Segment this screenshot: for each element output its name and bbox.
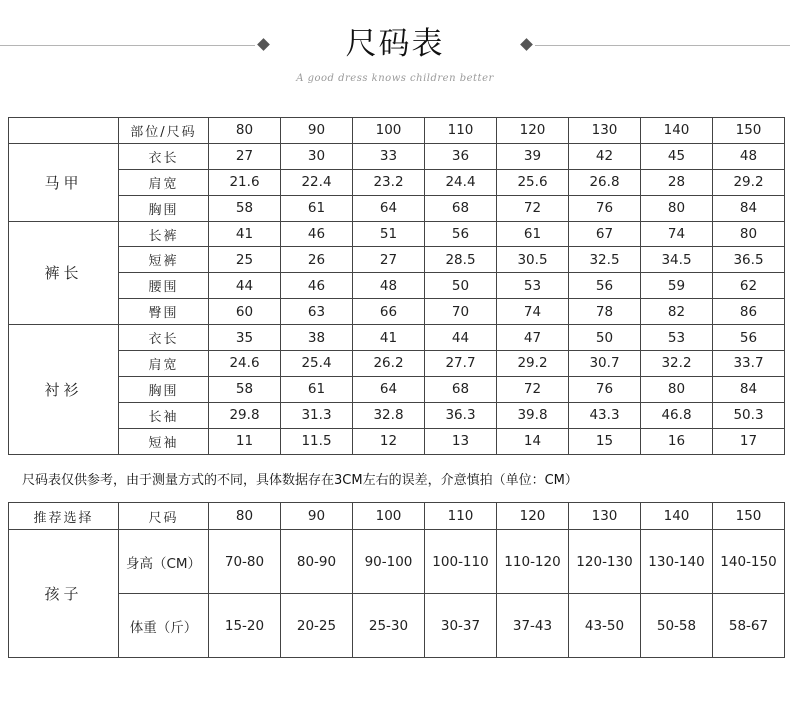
- measurement-label-cell: 腰围: [119, 273, 209, 299]
- group-name-cell: 衬衫: [9, 325, 119, 454]
- recommend-size-cell: 90: [281, 503, 353, 530]
- measurement-value-cell: 44: [209, 273, 281, 299]
- header: [0, 0, 790, 100]
- size-chart-table: [8, 117, 785, 455]
- recommend-value-cell: 80-90: [281, 530, 353, 594]
- recommend-value-cell: 50-58: [641, 594, 713, 658]
- measurement-value-cell: 74: [497, 299, 569, 325]
- measurement-value-cell: 63: [281, 299, 353, 325]
- recommend-value-cell: 90-100: [353, 530, 425, 594]
- right-divider-line: [535, 45, 790, 46]
- measurement-value-cell: 27.7: [425, 351, 497, 377]
- recommendation-table: [8, 502, 785, 658]
- measurement-value-cell: 36: [425, 143, 497, 169]
- recommend-value-cell: 20-25: [281, 594, 353, 658]
- size-header-cell: 110: [425, 118, 497, 144]
- table-row: [9, 299, 785, 325]
- measurement-value-cell: 48: [353, 273, 425, 299]
- measurement-value-cell: 30.5: [497, 247, 569, 273]
- recommend-size-label-cell: 尺码: [119, 503, 209, 530]
- measurement-value-cell: 59: [641, 273, 713, 299]
- measurement-value-cell: 64: [353, 376, 425, 402]
- measurement-value-cell: 32.8: [353, 402, 425, 428]
- measurement-value-cell: 32.5: [569, 247, 641, 273]
- recommend-size-cell: 100: [353, 503, 425, 530]
- measurement-value-cell: 84: [713, 195, 785, 221]
- measurement-value-cell: 32.2: [641, 351, 713, 377]
- measurement-value-cell: 46.8: [641, 402, 713, 428]
- measurement-value-cell: 21.6: [209, 169, 281, 195]
- measurement-value-cell: 41: [353, 325, 425, 351]
- recommend-size-cell: 80: [209, 503, 281, 530]
- measurement-value-cell: 41: [209, 221, 281, 247]
- recommend-size-cell: 140: [641, 503, 713, 530]
- measurement-value-cell: 50: [425, 273, 497, 299]
- size-header-cell: 140: [641, 118, 713, 144]
- measurement-value-cell: 25: [209, 247, 281, 273]
- table-row: [9, 273, 785, 299]
- measurement-value-cell: 14: [497, 428, 569, 454]
- measurement-value-cell: 72: [497, 376, 569, 402]
- table-row: [9, 221, 785, 247]
- measurement-label-cell: 胸围: [119, 195, 209, 221]
- group-name-cell: 马甲: [9, 143, 119, 221]
- measurement-value-cell: 24.6: [209, 351, 281, 377]
- table-row: [9, 376, 785, 402]
- measurement-label-cell: 肩宽: [119, 351, 209, 377]
- recommend-value-cell: 110-120: [497, 530, 569, 594]
- measurement-label-cell: 臀围: [119, 299, 209, 325]
- measurement-value-cell: 76: [569, 376, 641, 402]
- measurement-value-cell: 44: [425, 325, 497, 351]
- measurement-value-cell: 61: [281, 195, 353, 221]
- recommend-size-cell: 120: [497, 503, 569, 530]
- measurement-value-cell: 68: [425, 376, 497, 402]
- measurement-value-cell: 74: [641, 221, 713, 247]
- measurement-value-cell: 53: [497, 273, 569, 299]
- measurement-value-cell: 16: [641, 428, 713, 454]
- recommend-header-cell: 推荐选择: [9, 503, 119, 530]
- measurement-value-cell: 84: [713, 376, 785, 402]
- measurement-value-cell: 46: [281, 273, 353, 299]
- measurement-value-cell: 34.5: [641, 247, 713, 273]
- measurement-value-cell: 26.2: [353, 351, 425, 377]
- measurement-value-cell: 45: [641, 143, 713, 169]
- measurement-value-cell: 56: [569, 273, 641, 299]
- measurement-value-cell: 42: [569, 143, 641, 169]
- measurement-value-cell: 11.5: [281, 428, 353, 454]
- recommend-row-label-cell: 身高（CM）: [119, 530, 209, 594]
- measurement-value-cell: 29.2: [497, 351, 569, 377]
- measurement-value-cell: 39.8: [497, 402, 569, 428]
- measurement-value-cell: 13: [425, 428, 497, 454]
- recommend-value-cell: 100-110: [425, 530, 497, 594]
- table-row: [9, 325, 785, 351]
- measurement-label-cell: 长袖: [119, 402, 209, 428]
- corner-cell: [9, 118, 119, 144]
- measurement-value-cell: 61: [497, 221, 569, 247]
- measurement-value-cell: 76: [569, 195, 641, 221]
- measurement-value-cell: 27: [353, 247, 425, 273]
- measurement-value-cell: 48: [713, 143, 785, 169]
- group-name-cell: 裤长: [9, 221, 119, 325]
- measurement-value-cell: 26.8: [569, 169, 641, 195]
- measurement-value-cell: 80: [641, 195, 713, 221]
- table-row: [9, 428, 785, 454]
- measurement-value-cell: 58: [209, 195, 281, 221]
- measurement-value-cell: 62: [713, 273, 785, 299]
- measurement-value-cell: 47: [497, 325, 569, 351]
- measurement-label-cell: 短裤: [119, 247, 209, 273]
- measurement-value-cell: 39: [497, 143, 569, 169]
- recommend-size-cell: 130: [569, 503, 641, 530]
- size-header-cell: 100: [353, 118, 425, 144]
- measurement-value-cell: 58: [209, 376, 281, 402]
- measurement-value-cell: 23.2: [353, 169, 425, 195]
- measurement-value-cell: 30.7: [569, 351, 641, 377]
- measurement-label-cell: 肩宽: [119, 169, 209, 195]
- measurement-value-cell: 56: [425, 221, 497, 247]
- measurement-value-cell: 36.5: [713, 247, 785, 273]
- recommend-header-row: [9, 503, 785, 530]
- measurement-value-cell: 86: [713, 299, 785, 325]
- measurement-label-cell: 衣长: [119, 325, 209, 351]
- measurement-value-cell: 66: [353, 299, 425, 325]
- measurement-value-cell: 56: [713, 325, 785, 351]
- measurement-value-cell: 26: [281, 247, 353, 273]
- measurement-value-cell: 80: [713, 221, 785, 247]
- table-row: [9, 247, 785, 273]
- size-header-cell: 90: [281, 118, 353, 144]
- measurement-value-cell: 51: [353, 221, 425, 247]
- measurement-value-cell: 67: [569, 221, 641, 247]
- measurement-value-cell: 72: [497, 195, 569, 221]
- measurement-value-cell: 43.3: [569, 402, 641, 428]
- measurement-value-cell: 33.7: [713, 351, 785, 377]
- measurement-value-cell: 22.4: [281, 169, 353, 195]
- recommend-value-cell: 120-130: [569, 530, 641, 594]
- table-row: [9, 530, 785, 594]
- recommend-value-cell: 15-20: [209, 594, 281, 658]
- measurement-value-cell: 70: [425, 299, 497, 325]
- size-header-cell: 150: [713, 118, 785, 144]
- measurement-value-cell: 78: [569, 299, 641, 325]
- size-note: 尺码表仅供参考，由于测量方式的不同，具体数据存在3CM左右的误差，介意慎拍（单位：CM）: [22, 473, 578, 488]
- measurement-value-cell: 29.8: [209, 402, 281, 428]
- measurement-value-cell: 68: [425, 195, 497, 221]
- size-header-cell: 130: [569, 118, 641, 144]
- measurement-value-cell: 15: [569, 428, 641, 454]
- measurement-value-cell: 25.6: [497, 169, 569, 195]
- measurement-label-cell: 衣长: [119, 143, 209, 169]
- measurement-value-cell: 12: [353, 428, 425, 454]
- measurement-value-cell: 64: [353, 195, 425, 221]
- measurement-value-cell: 46: [281, 221, 353, 247]
- recommend-value-cell: 30-37: [425, 594, 497, 658]
- size-header-row: [9, 118, 785, 144]
- measurement-value-cell: 25.4: [281, 351, 353, 377]
- recommend-group-cell: 孩子: [9, 530, 119, 658]
- measurement-value-cell: 50.3: [713, 402, 785, 428]
- table-row: [9, 402, 785, 428]
- recommend-value-cell: 25-30: [353, 594, 425, 658]
- size-header-cell: 120: [497, 118, 569, 144]
- measurement-value-cell: 35: [209, 325, 281, 351]
- recommend-size-cell: 110: [425, 503, 497, 530]
- measurement-value-cell: 28: [641, 169, 713, 195]
- recommend-value-cell: 130-140: [641, 530, 713, 594]
- measurement-value-cell: 38: [281, 325, 353, 351]
- measurement-value-cell: 53: [641, 325, 713, 351]
- table-row: [9, 195, 785, 221]
- measurement-value-cell: 82: [641, 299, 713, 325]
- measurement-value-cell: 60: [209, 299, 281, 325]
- header-part-size-cell: 部位/尺码: [119, 118, 209, 144]
- measurement-value-cell: 30: [281, 143, 353, 169]
- measurement-value-cell: 11: [209, 428, 281, 454]
- table-row: [9, 594, 785, 658]
- table-row: [9, 351, 785, 377]
- page-title: 尺码表: [345, 26, 445, 62]
- measurement-label-cell: 长裤: [119, 221, 209, 247]
- recommend-value-cell: 70-80: [209, 530, 281, 594]
- measurement-value-cell: 80: [641, 376, 713, 402]
- measurement-label-cell: 短袖: [119, 428, 209, 454]
- recommend-value-cell: 43-50: [569, 594, 641, 658]
- measurement-value-cell: 29.2: [713, 169, 785, 195]
- measurement-value-cell: 31.3: [281, 402, 353, 428]
- measurement-value-cell: 28.5: [425, 247, 497, 273]
- measurement-value-cell: 24.4: [425, 169, 497, 195]
- recommend-value-cell: 58-67: [713, 594, 785, 658]
- measurement-value-cell: 27: [209, 143, 281, 169]
- recommend-size-cell: 150: [713, 503, 785, 530]
- size-header-cell: 80: [209, 118, 281, 144]
- recommend-value-cell: 37-43: [497, 594, 569, 658]
- recommend-value-cell: 140-150: [713, 530, 785, 594]
- measurement-value-cell: 50: [569, 325, 641, 351]
- recommend-row-label-cell: 体重（斤）: [119, 594, 209, 658]
- table-row: [9, 169, 785, 195]
- page-subtitle: A good dress knows children better: [296, 73, 494, 84]
- measurement-value-cell: 36.3: [425, 402, 497, 428]
- measurement-label-cell: 胸围: [119, 376, 209, 402]
- measurement-value-cell: 17: [713, 428, 785, 454]
- table-row: [9, 143, 785, 169]
- measurement-value-cell: 61: [281, 376, 353, 402]
- measurement-value-cell: 33: [353, 143, 425, 169]
